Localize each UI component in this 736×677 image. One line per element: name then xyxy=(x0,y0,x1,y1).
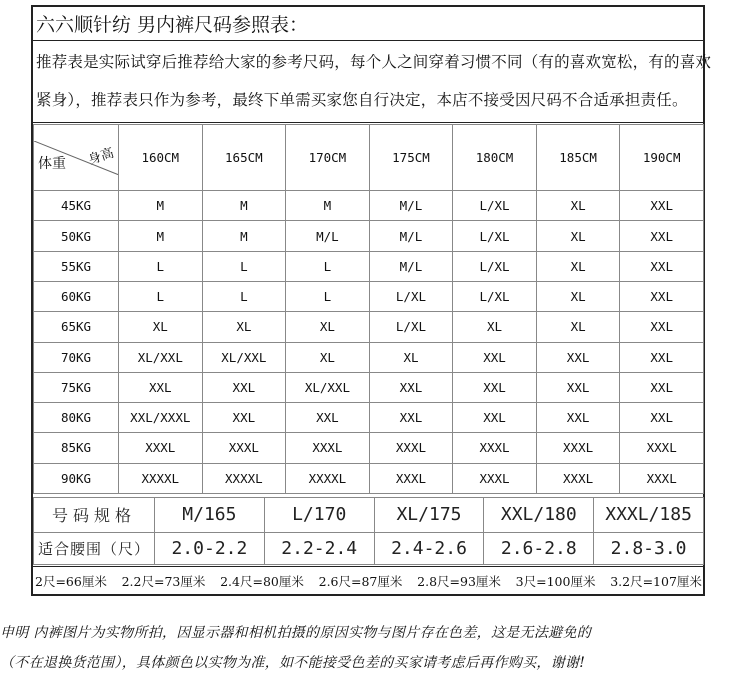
size-cell: XXL xyxy=(620,312,704,342)
weight-cell: 45KG xyxy=(34,191,119,221)
spec-size-cell: XXXL/185 xyxy=(594,498,704,533)
size-cell: L/XL xyxy=(369,312,453,342)
height-axis-label: 身高 xyxy=(86,145,116,168)
size-cell: XL xyxy=(536,251,620,281)
size-recommendation-table xyxy=(33,124,704,494)
spec-size-cell: M/165 xyxy=(155,498,265,533)
page-title: 六六顺针纺 男内裤尺码参照表： xyxy=(36,14,309,36)
size-cell: XXL xyxy=(620,282,704,312)
spec-waist-cell: 2.4-2.6 xyxy=(374,532,484,564)
weight-cell: 80KG xyxy=(34,403,119,433)
weight-cell: 85KG xyxy=(34,433,119,463)
size-row xyxy=(34,312,704,342)
size-cell: M/L xyxy=(286,221,370,251)
size-cell: XXXL xyxy=(369,463,453,493)
size-cell: M xyxy=(119,221,203,251)
size-cell: M xyxy=(286,191,370,221)
conversion-item: 2.8尺=93厘米 xyxy=(417,574,501,589)
size-cell: XXL xyxy=(202,372,286,402)
conversion-item: 3尺=100厘米 xyxy=(515,574,596,589)
size-cell: M xyxy=(119,191,203,221)
size-cell: XXXL xyxy=(369,433,453,463)
size-cell: XL xyxy=(536,221,620,251)
size-cell: XL xyxy=(202,312,286,342)
size-cell: XXXL xyxy=(536,463,620,493)
size-cell: M/L xyxy=(369,191,453,221)
size-cell: XXL xyxy=(536,342,620,372)
size-cell: L/XL xyxy=(453,221,537,251)
height-header: 185CM xyxy=(536,125,620,191)
size-cell: XXXXL xyxy=(119,463,203,493)
size-cell: XL xyxy=(286,312,370,342)
size-table-body xyxy=(34,125,704,494)
size-row xyxy=(34,191,704,221)
weight-cell: 70KG xyxy=(34,342,119,372)
size-cell: XXL xyxy=(620,251,704,281)
size-cell: XXL xyxy=(453,403,537,433)
size-cell: XXL xyxy=(620,403,704,433)
size-cell: XXXL xyxy=(536,433,620,463)
size-row xyxy=(34,433,704,463)
conversion-item: 2.4尺=80厘米 xyxy=(220,574,304,589)
intro-line-2: 紧身），推荐表只作为参考，最终下单需买家您自行决定，本店不接受因尺码不合适承担责任。 xyxy=(36,91,688,109)
height-header: 175CM xyxy=(369,125,453,191)
spec-size-cell: XXL/180 xyxy=(484,498,594,533)
size-cell: M xyxy=(202,221,286,251)
size-spec-table xyxy=(33,497,704,565)
size-cell: XL xyxy=(286,342,370,372)
size-cell: L xyxy=(119,251,203,281)
conversion-item: 3.2尺=107厘米 xyxy=(610,574,702,589)
size-cell: L xyxy=(119,282,203,312)
divider xyxy=(31,122,705,123)
size-cell: L/XL xyxy=(369,282,453,312)
size-cell: L xyxy=(202,251,286,281)
size-cell: L xyxy=(286,251,370,281)
height-header: 165CM xyxy=(202,125,286,191)
height-header: 190CM xyxy=(620,125,704,191)
size-cell: M/L xyxy=(369,221,453,251)
conversion-item: 2.6尺=87厘米 xyxy=(318,574,403,589)
corner-cell xyxy=(34,125,119,191)
intro-line-1: 推荐表是实际试穿后推荐给大家的参考尺码，每个人之间穿着习惯不同（有的喜欢宽松，有的喜欢 xyxy=(36,53,712,71)
size-cell: XXL xyxy=(620,191,704,221)
spec-waist-cell: 2.2-2.4 xyxy=(264,532,374,564)
size-cell: XXL xyxy=(369,403,453,433)
size-cell: XL xyxy=(453,312,537,342)
size-cell: XXXL xyxy=(620,463,704,493)
size-cell: XXL xyxy=(536,403,620,433)
size-cell: XL xyxy=(536,191,620,221)
size-cell: XL xyxy=(369,342,453,372)
size-cell: XL xyxy=(536,312,620,342)
size-cell: L/XL xyxy=(453,191,537,221)
size-cell: XXXL xyxy=(202,433,286,463)
height-header: 170CM xyxy=(286,125,370,191)
size-cell: M/L xyxy=(369,251,453,281)
weight-axis-label: 体重 xyxy=(38,155,66,172)
notice-line-1: 申明 内裤图片为实物所拍，因显示器和相机拍摄的原因实物与图片存在色差，这是无法避免的 xyxy=(0,625,592,641)
size-cell: M xyxy=(202,191,286,221)
height-header: 160CM xyxy=(119,125,203,191)
size-row xyxy=(34,282,704,312)
size-cell: XXXL xyxy=(453,433,537,463)
spec-size-row xyxy=(34,498,704,533)
size-cell: XXL xyxy=(369,372,453,402)
spec-waist-row xyxy=(34,532,704,564)
size-cell: XXL xyxy=(620,221,704,251)
spec-size-cell: L/170 xyxy=(264,498,374,533)
size-cell: XL/XXL xyxy=(119,342,203,372)
size-cell: XL/XXL xyxy=(202,342,286,372)
weight-cell: 65KG xyxy=(34,312,119,342)
size-cell: XXL xyxy=(620,372,704,402)
conversion-item: 2.2尺=73厘米 xyxy=(121,574,206,589)
header-row xyxy=(34,125,704,191)
size-cell: XL xyxy=(119,312,203,342)
spec-waist-cell: 2.0-2.2 xyxy=(155,532,265,564)
size-cell: XXXL xyxy=(620,433,704,463)
size-cell: XXL xyxy=(620,342,704,372)
weight-cell: 55KG xyxy=(34,251,119,281)
spec-size-label: 号码规格 xyxy=(34,498,155,533)
height-header: 180CM xyxy=(453,125,537,191)
size-cell: XXL xyxy=(453,342,537,372)
spec-size-cell: XL/175 xyxy=(374,498,484,533)
size-cell: XXL xyxy=(536,372,620,402)
size-cell: XXXXL xyxy=(286,463,370,493)
size-row xyxy=(34,221,704,251)
size-cell: L xyxy=(286,282,370,312)
size-row xyxy=(34,463,704,493)
size-row xyxy=(34,403,704,433)
weight-cell: 90KG xyxy=(34,463,119,493)
size-cell: XL/XXL xyxy=(286,372,370,402)
notice-line-2: （不在退换货范围），具体颜色以实物为准，如不能接受色差的买家请考虑后再作购买，谢谢! xyxy=(0,655,586,671)
size-cell: XXXL xyxy=(453,463,537,493)
spec-waist-label: 适合腰围（尺） xyxy=(34,532,155,564)
weight-cell: 60KG xyxy=(34,282,119,312)
size-cell: XXXL xyxy=(286,433,370,463)
spec-waist-cell: 2.6-2.8 xyxy=(484,532,594,564)
size-cell: L/XL xyxy=(453,282,537,312)
weight-cell: 75KG xyxy=(34,372,119,402)
size-row xyxy=(34,251,704,281)
conversion-item: 2尺=66厘米 xyxy=(35,574,107,589)
weight-cell: 50KG xyxy=(34,221,119,251)
waist-conversion-row xyxy=(33,567,704,595)
size-cell: L/XL xyxy=(453,251,537,281)
size-cell: XXXXL xyxy=(202,463,286,493)
size-cell: L xyxy=(202,282,286,312)
size-cell: XXL/XXXL xyxy=(119,403,203,433)
size-cell: XXL xyxy=(286,403,370,433)
size-cell: XXXL xyxy=(119,433,203,463)
size-row xyxy=(34,372,704,402)
size-cell: XXL xyxy=(202,403,286,433)
size-row xyxy=(34,342,704,372)
spec-waist-cell: 2.8-3.0 xyxy=(594,532,704,564)
divider xyxy=(31,40,705,41)
size-cell: XL xyxy=(536,282,620,312)
size-cell: XXL xyxy=(119,372,203,402)
size-cell: XXL xyxy=(453,372,537,402)
